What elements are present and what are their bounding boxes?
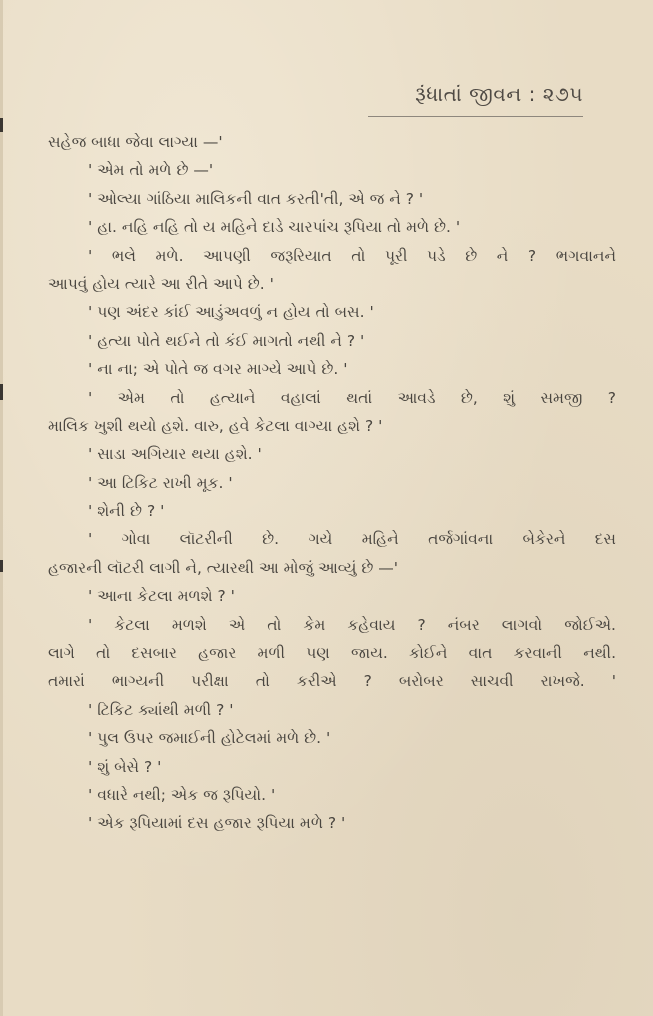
text-line: ' ભલે મળે. આપણી જરૂરિયાત તો પૂરી પડે છે ને ? ભગવાનને	[88, 246, 616, 265]
text-line: ' શું બેસે ? '	[88, 757, 162, 776]
text-line: માલિક ખુશી થયો હશે. વારુ, હવે કેટલા વાગ્યા હશે ? '	[48, 416, 383, 435]
binding-mark	[0, 384, 3, 400]
text-line: ' વધારે નથી; એક જ રૂપિયો. '	[88, 785, 276, 804]
header-underline	[368, 116, 583, 117]
text-line: ' સાડા અગિયાર થયા હશે. '	[88, 445, 262, 464]
text-line: ' હા. નહિ નહિ તો ય મહિને દાડે ચારપાંચ રૂપિયા તો મળે છે. '	[88, 218, 461, 237]
page-body	[48, 128, 616, 838]
text-line: તમારાં ભાગ્યની પરીક્ષા તો કરીએ ? બરોબર સાચવી રાખજે. '	[48, 672, 616, 691]
text-line: ' શેની છે ? '	[88, 502, 165, 521]
text-line: ' આ ટિકિટ રાખી મૂક. '	[88, 473, 233, 492]
text-line: ' પણ અંદર કાંઈ આડુંઅવળું ન હોય તો બસ. '	[88, 303, 374, 322]
text-line: ' એમ તો હત્યાને વહાલાં થતાં આવડે છે, શું સમજી ?	[88, 388, 616, 407]
text-line: હજારની લૉટરી લાગી ને, ત્યારથી આ મોજું આવ્યું છે —'	[48, 558, 399, 577]
running-header: રૂંધાતાં જીવન : ૨૭૫	[415, 82, 583, 106]
text-line: ' ટિકિટ ક્યાંથી મળી ? '	[88, 700, 234, 719]
text-line: સહેજ બાધા જેવા લાગ્યા —'	[48, 133, 223, 151]
binding-mark	[0, 560, 3, 572]
text-line: ' ના ના; એ પોતે જ વગર માગ્યે આપે છે. '	[88, 360, 348, 379]
text-line: ' ગોવા લૉટરીની છે. ગયે મહિને તર્જગાંવના બેકેરને દસ	[88, 530, 616, 549]
text-line: ' પુલ ઉપર જમાઈની હોટેલમાં મળે છે. '	[88, 729, 331, 748]
text-line: ' ઓલ્યા ગાંઠિયા માલિકની વાત કરતી'તી, એ જ ને ? '	[88, 189, 424, 208]
binding-mark	[0, 118, 3, 132]
page-edge	[0, 0, 3, 1016]
text-line: લાગે તો દસબાર હજાર મળી પણ જાય. કોઈને વાત કરવાની નથી.	[48, 644, 616, 663]
text-line: ' કેટલા મળશે એ તો કેમ કહેવાય ? નંબર લાગવો જોઈએ.	[88, 615, 616, 634]
text-line: ' આના કેટલા મળશે ? '	[88, 587, 235, 606]
text-line: ' હત્યા પોતે થઈને તો કંઈ માગતો નથી ને ? '	[88, 331, 365, 350]
text-line: આપવું હોય ત્યારે આ રીતે આપે છે. '	[48, 274, 274, 293]
text-line: ' એમ તો મળે છે —'	[88, 161, 214, 180]
text-line: ' એક રૂપિયામાં દસ હજાર રૂપિયા મળે ? '	[88, 814, 346, 833]
